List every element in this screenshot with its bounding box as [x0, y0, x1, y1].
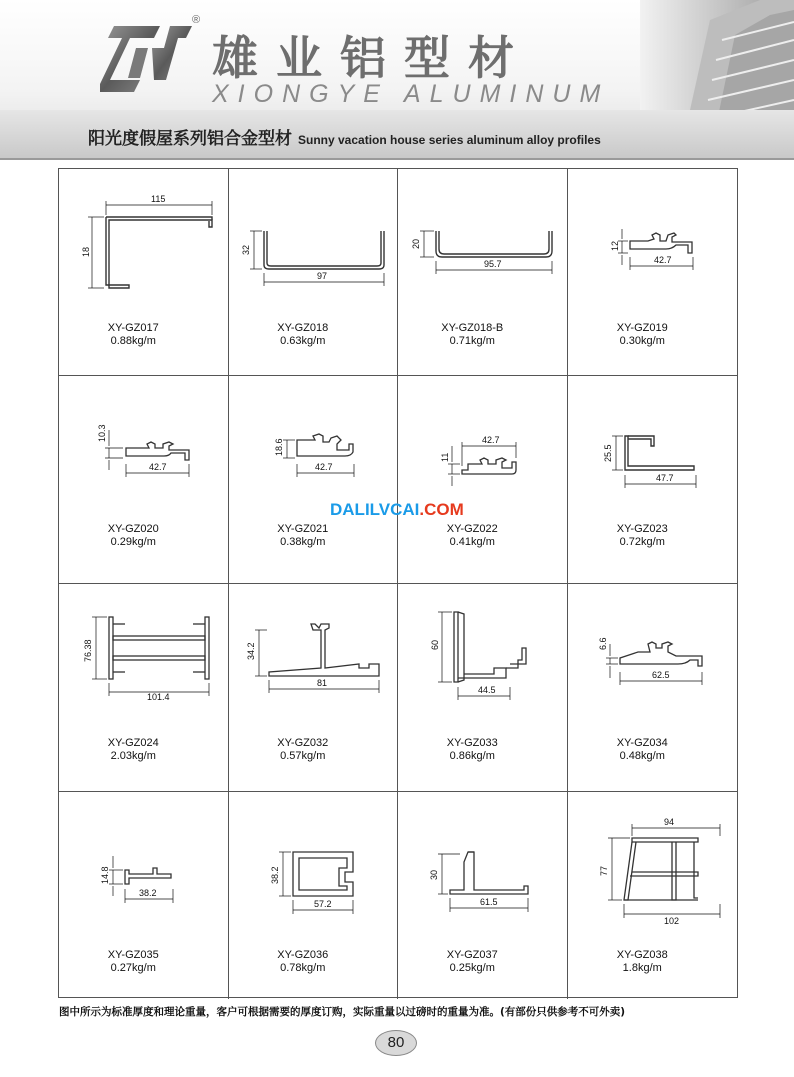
dim-height: 60: [430, 639, 440, 650]
dim-width: 42.7: [482, 435, 500, 445]
dim-width: 47.7: [655, 473, 674, 483]
profile-weight: 0.38kg/m: [280, 536, 326, 548]
profile-cell: [398, 169, 568, 376]
dim-height: 6.6: [597, 637, 608, 650]
dim-height: 30: [429, 869, 439, 880]
brand-name-en: XIONGYE ALUMINUM: [212, 80, 610, 108]
registered-mark: ®: [192, 14, 201, 26]
profile-code: XY-GZ018-B: [441, 322, 504, 334]
profile-weight: 0.57kg/m: [280, 750, 326, 762]
profile-code: XY-GZ037: [446, 949, 498, 961]
profile-cell: [398, 584, 568, 792]
dim-width: 42.7: [149, 462, 167, 472]
profile-code: XY-GZ038: [616, 949, 668, 961]
profile-weight: 0.29kg/m: [110, 536, 156, 548]
dim-width: 61.5: [480, 897, 498, 907]
footnote: 图中所示为标准厚度和理论重量，客户可根据需要的厚度订购，实际重量以过磅时的重量为准。(有部份只供参考不可外卖): [59, 1006, 626, 1018]
profile-label: [398, 523, 567, 549]
profile-code: XY-GZ018: [277, 322, 329, 334]
profile-code: XY-GZ021: [277, 523, 329, 535]
profile-label: [398, 949, 567, 975]
profile-label: [59, 322, 228, 348]
profile-cell: [59, 376, 229, 584]
profile-label: [229, 322, 398, 348]
profile-label: [59, 949, 228, 975]
dim-height: 77: [598, 865, 609, 876]
dim-height: 10.3: [97, 424, 107, 442]
dim-height: 11: [440, 452, 450, 462]
profile-code: XY-GZ017: [107, 322, 159, 334]
profile-weight: 0.71kg/m: [449, 335, 495, 347]
dim-width: 81: [316, 678, 327, 688]
profile-weight: 0.72kg/m: [619, 536, 665, 548]
profile-label: [568, 322, 738, 348]
profile-code: XY-GZ035: [107, 949, 159, 961]
profile-weight: 0.25kg/m: [449, 962, 495, 974]
dim-width: 44.5: [478, 685, 496, 695]
dim-width: 42.7: [314, 462, 333, 472]
profile-cell: [229, 584, 399, 792]
profile-label: [568, 949, 738, 975]
dim-width: 101.4: [147, 692, 170, 702]
profile-code: XY-GZ032: [277, 737, 329, 749]
dim-height: 20: [411, 238, 421, 249]
dim-base: 102: [663, 916, 679, 926]
profile-weight: 0.86kg/m: [449, 750, 495, 762]
profile-cell: [59, 169, 229, 376]
profile-weight: 0.30kg/m: [619, 335, 665, 347]
dim-height: 12: [609, 240, 620, 251]
watermark-suffix: .COM: [419, 500, 464, 519]
profile-cell: [229, 376, 399, 584]
series-title-cn: 阳光度假屋系列铝合金型材: [88, 129, 292, 149]
profile-code: XY-GZ023: [616, 523, 668, 535]
dim-width: 38.2: [139, 888, 157, 898]
profile-cell: [229, 792, 399, 999]
profile-weight: 0.88kg/m: [110, 335, 156, 347]
profile-cell: [229, 169, 399, 376]
profile-label: [59, 523, 228, 549]
profile-label: [568, 523, 738, 549]
profile-weight: 2.03kg/m: [110, 750, 156, 762]
profile-cell: [59, 584, 229, 792]
dim-height: 38.2: [269, 866, 280, 884]
dim-width: 57.2: [313, 899, 332, 909]
page-number: 80: [375, 1030, 417, 1056]
profile-drawing: [229, 376, 398, 583]
profile-weight: 0.27kg/m: [110, 962, 156, 974]
profile-weight: 1.8kg/m: [622, 962, 662, 974]
brand-name-cn: 雄业铝型材: [212, 31, 532, 85]
dim-height: 18.6: [273, 438, 284, 456]
profile-label: [568, 737, 738, 763]
profile-code: XY-GZ020: [107, 523, 159, 535]
page-header: [0, 0, 794, 160]
dim-height: 14.8: [100, 866, 110, 884]
profile-label: [59, 737, 228, 763]
profile-cell: [59, 792, 229, 999]
profile-weight: 0.41kg/m: [449, 536, 495, 548]
profile-label: [398, 322, 567, 348]
profile-code: XY-GZ022: [446, 523, 498, 535]
series-title-en: Sunny vacation house series aluminum alloy profiles: [298, 133, 601, 147]
profile-label: [229, 949, 398, 975]
profile-weight: 0.48kg/m: [619, 750, 665, 762]
dim-width: 42.7: [653, 255, 672, 265]
dim-width: 62.5: [651, 670, 670, 680]
profile-cell: [568, 792, 738, 999]
dim-width: 95.7: [484, 259, 502, 269]
profile-drawing: [59, 376, 228, 583]
dim-height: 25.5: [602, 444, 613, 462]
profile-code: XY-GZ019: [616, 322, 668, 334]
profile-code: XY-GZ024: [107, 737, 159, 749]
profile-weight: 0.63kg/m: [280, 335, 326, 347]
dim-width: 115: [151, 194, 166, 204]
dim-width: 97: [316, 271, 327, 281]
dim-height: 34.2: [245, 642, 256, 660]
profile-cell: [568, 376, 738, 584]
watermark-main: DALILVCAI: [330, 500, 420, 519]
dim-height: 76.38: [83, 639, 93, 662]
profile-label: [398, 737, 567, 763]
profile-code: XY-GZ036: [277, 949, 329, 961]
profile-code: XY-GZ034: [616, 737, 668, 749]
profile-drawing: [398, 376, 567, 583]
dim-width: 94: [663, 817, 674, 827]
dim-height: 18: [81, 246, 91, 257]
profile-cell: [568, 584, 738, 792]
watermark: [330, 500, 464, 520]
profile-code: XY-GZ033: [446, 737, 498, 749]
profile-grid: [58, 168, 738, 998]
profile-cell: [398, 376, 568, 584]
profile-weight: 0.78kg/m: [280, 962, 326, 974]
profile-label: [229, 737, 398, 763]
profile-drawing: [568, 376, 737, 583]
xiongye-logo: [100, 18, 192, 98]
series-title: [88, 124, 601, 149]
dim-height: 32: [240, 244, 251, 255]
profile-label: [229, 523, 398, 549]
profile-cell: [398, 792, 568, 999]
profile-cell: [568, 169, 738, 376]
